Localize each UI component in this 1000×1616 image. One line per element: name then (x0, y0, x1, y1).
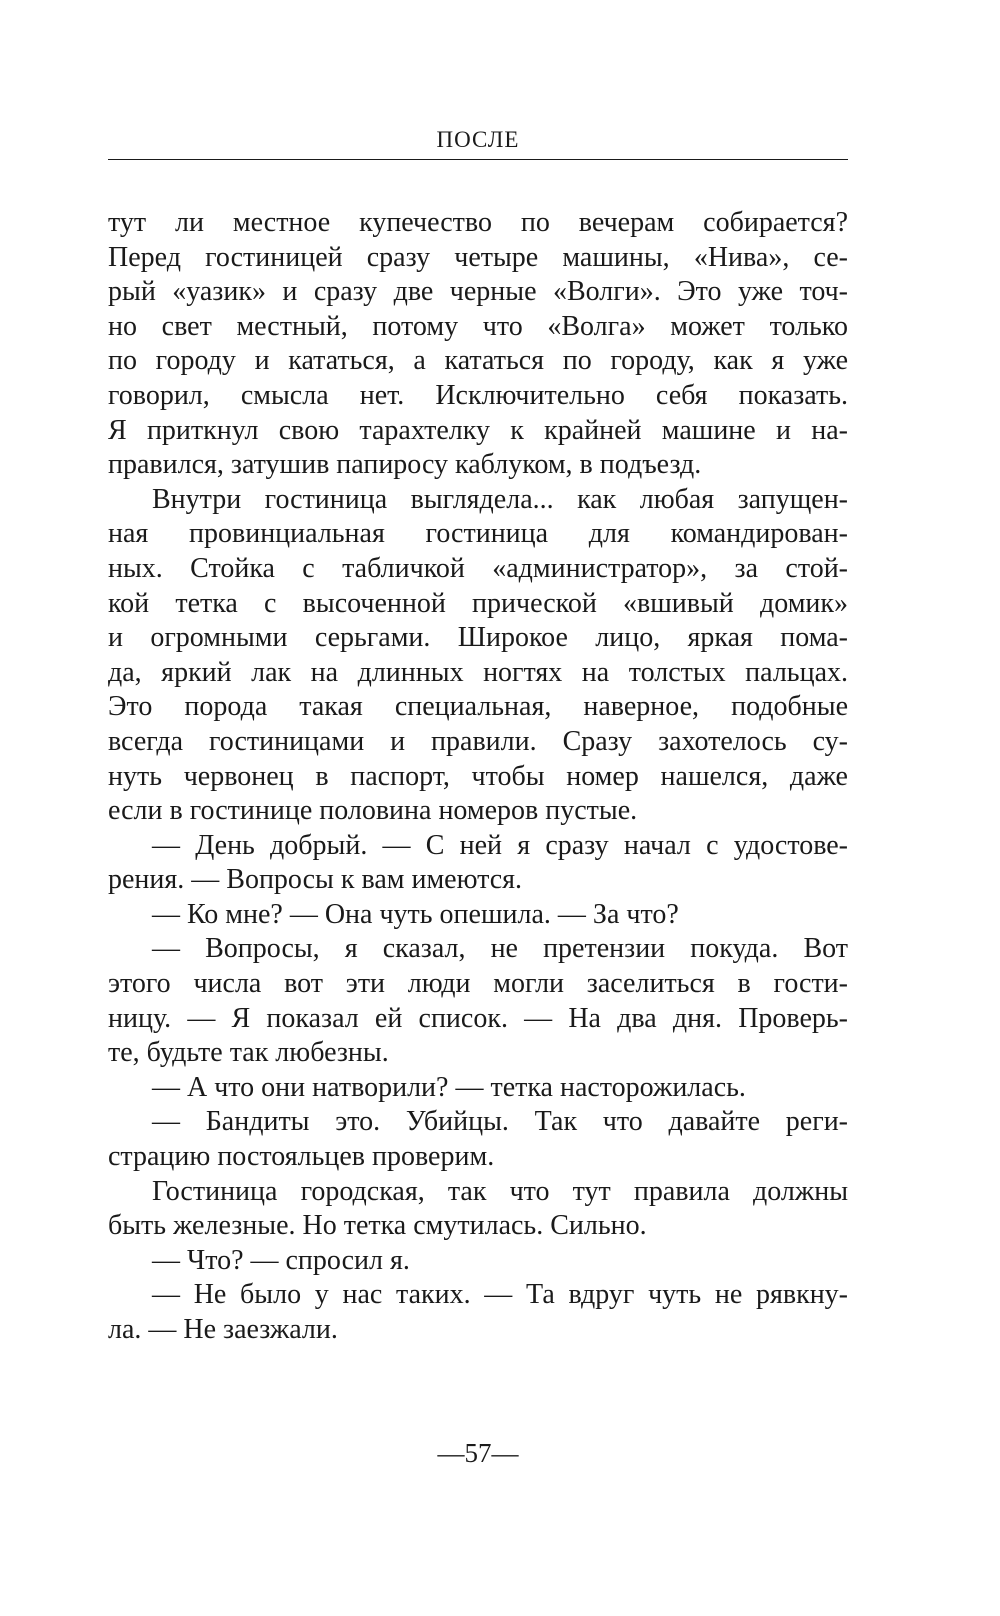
text-line: — Не было у нас таких. — Та вдруг чуть не рявкну- (152, 1279, 848, 1311)
text-line: ных. Стойка с табличкой «администратор», за стой- (108, 552, 848, 584)
text-line: правился, затушив папиросу каблуком, в подъезд. (108, 449, 702, 481)
text-line: Перед гостиницей сразу четыре машины, «Нива», се- (108, 241, 848, 273)
running-title: ПОСЛЕ (436, 127, 520, 152)
text-line: ницу. — Я показал ей список. — На два дня. Проверь- (108, 1002, 848, 1034)
text-line: страцию постояльцев проверим. (108, 1141, 495, 1173)
text-line: ная провинциальная гостиница для командирован- (108, 518, 848, 550)
text-line: быть железные. Но тетка смутилась. Сильно. (108, 1210, 647, 1242)
text-line: но свет местный, потому что «Волга» может только (108, 310, 848, 342)
text-line: рый «уазик» и сразу две черные «Волги». Это уже точ- (108, 276, 848, 308)
text-line: — Что? — спросил я. (152, 1244, 410, 1276)
page-number: —57— (437, 1438, 519, 1468)
text-line: ла. — Не заезжали. (108, 1314, 338, 1345)
text-line: и огромными серьгами. Широкое лицо, яркая пома- (108, 622, 848, 654)
text-line: говорил, смысла нет. Исключительно себя показать. (108, 379, 848, 411)
text-line: нуть червонец в паспорт, чтобы номер нашелся, даже (108, 760, 848, 792)
text-line: — А что они натворили? — тетка насторожилась. (152, 1071, 746, 1103)
text-line: — Бандиты это. Убийцы. Так что давайте реги- (152, 1106, 848, 1138)
text-line: те, будьте так любезны. (108, 1037, 389, 1069)
text-line: Внутри гостиница выглядела... как любая запущен- (152, 483, 848, 515)
text-line: Это порода такая специальная, наверное, подобные (108, 691, 848, 723)
body-text (108, 206, 848, 1348)
text-line: да, яркий лак на длинных ногтях на толстых пальцах. (108, 656, 848, 688)
text-line: всегда гостиницами и правили. Сразу захотелось су- (108, 725, 848, 757)
text-line: если в гостинице половина номеров пустые. (108, 795, 638, 827)
text-line: — День добрый. — С ней я сразу начал с удостове- (152, 829, 848, 861)
text-line: кой тетка с высоченной прической «вшивый домик» (108, 587, 848, 619)
header-rule (108, 159, 848, 160)
text-line: по городу и кататься, а кататься по городу, как я уже (108, 345, 848, 377)
text-line: Гостиница городская, так что тут правила должны (152, 1175, 848, 1207)
text-line: тут ли местное купечество по вечерам собирается? (108, 207, 848, 238)
text-line: — Ко мне? — Она чуть опешила. — За что? (152, 898, 679, 930)
text-line: — Вопросы, я сказал, не претензии покуда. Вот (152, 933, 848, 965)
text-line: этого числа вот эти люди могли заселиться в гости- (108, 968, 848, 1000)
text-line: рения. — Вопросы к вам имеются. (108, 864, 523, 896)
text-line: Я приткнул свою тарахтелку к крайней машине и на- (108, 414, 848, 446)
